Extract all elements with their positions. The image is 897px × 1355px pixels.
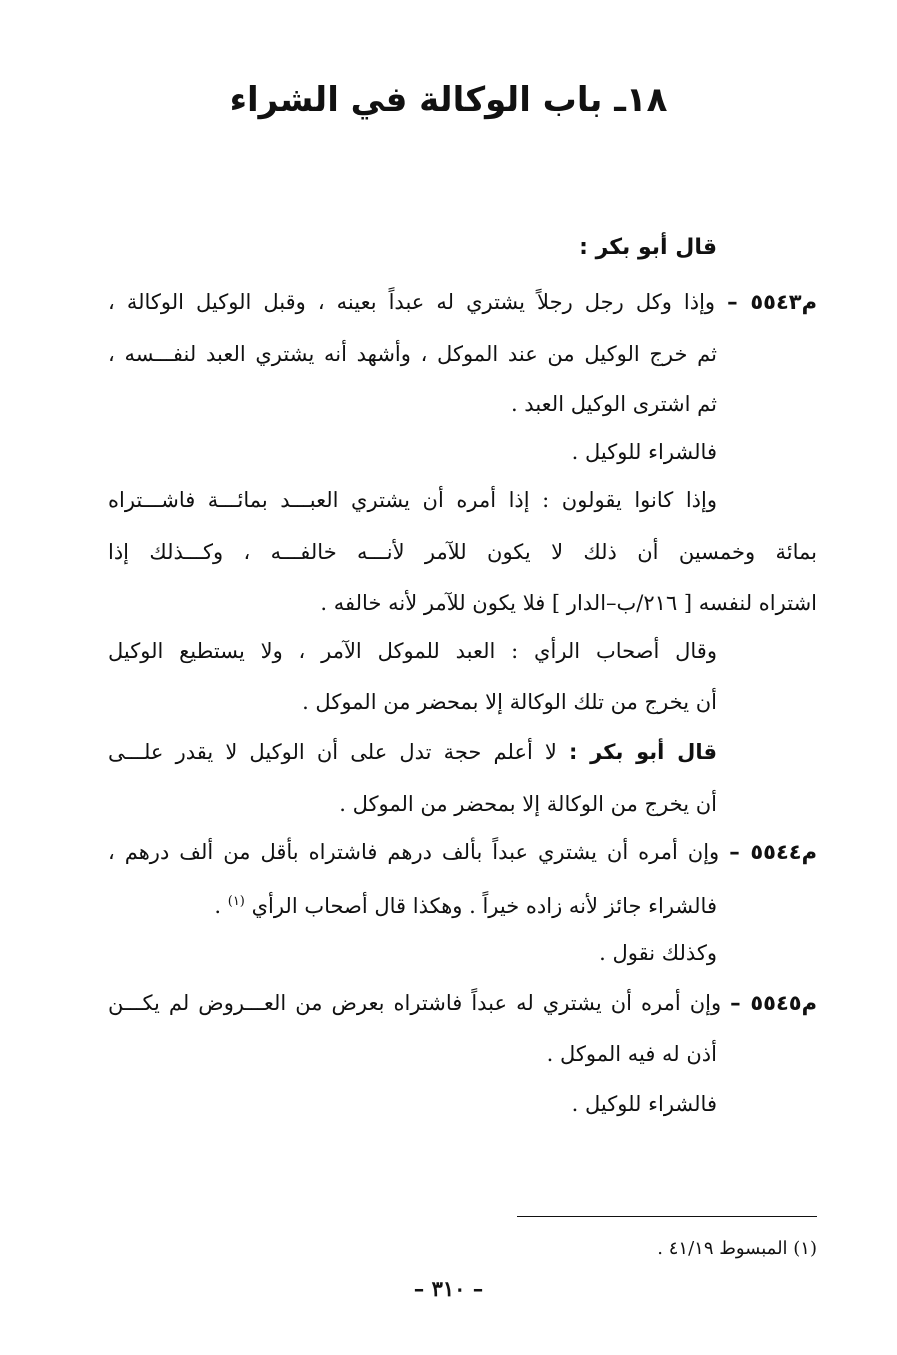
ruling-line: فالشراء للوكيل .	[571, 440, 717, 464]
paragraph-5544-line-2	[108, 887, 717, 921]
paragraph-5544-line-1	[108, 837, 817, 867]
paragraph-line-9: وقال أصحاب الرأي : العبد للموكل الآمر ، ولا يستطيع الوكيل	[108, 639, 717, 663]
paragraph-5543-line-1	[108, 287, 817, 317]
paragraph-5545-line-1	[108, 988, 817, 1018]
line-text: وإن أمره أن يشتري له عبداً فاشتراه بعرض من العـــروض لم يكـــن	[108, 991, 722, 1015]
line-text: وإن أمره أن يشتري عبداً بألف درهم فاشتراه بأقل من ألف درهم ،	[108, 840, 720, 864]
paragraph-line-7: بمائة وخمسين أن ذلك لا يكون للآمر لأنـــه خالفـــه ، وكـــذلك إذا	[108, 540, 817, 564]
speaker-label: قال أبو بكر :	[569, 740, 717, 764]
paragraph-line-12: أن يخرج من الوكالة إلا بمحضر من الموكل .	[339, 792, 717, 816]
paragraph-line-10: أن يخرج من تلك الوكالة إلا بمحضر من الموكل .	[302, 690, 717, 714]
page-number: – ٣١٠ –	[413, 1276, 484, 1301]
paragraph-5543-line-3: ثم اشترى الوكيل العبد .	[510, 392, 717, 416]
issue-number: م٥٥٤٣ –	[727, 290, 817, 314]
paragraph-line-8: اشتراه لنفسه [ ٢١٦/ب–الدار ] فلا يكون للآمر لأنه خالفه .	[320, 591, 817, 615]
paragraph-5543-line-2: ثم خرج الوكيل من عند الموكل ، وأشهد أنه يشتري العبد لنفـــسه ،	[108, 342, 717, 366]
issue-number: م٥٥٤٤ –	[729, 840, 817, 864]
footnote-marker: (١)	[227, 894, 245, 909]
paragraph-line-11	[108, 737, 717, 767]
paragraph-line-6: وإذا كانوا يقولون : إذا أمره أن يشتري العبـــد بمائـــة فاشـــتراه	[108, 488, 717, 512]
footnote: (١) المبسوط ٤١/١٩ .	[657, 1238, 817, 1259]
line-text: فالشراء جائز لأنه زاده خيراً . وهكذا قال أصحاب الرأي	[251, 894, 717, 918]
paragraph-5545-line-3: فالشراء للوكيل .	[571, 1092, 717, 1116]
issue-number: م٥٥٤٥ –	[730, 991, 817, 1015]
speaker-heading: قال أبو بكر :	[579, 235, 717, 260]
paragraph-5544-line-3: وكذلك نقول .	[599, 941, 717, 965]
paragraph-5545-line-2: أذن له فيه الموكل .	[546, 1042, 717, 1066]
footnote-divider	[517, 1216, 817, 1217]
line-end: .	[214, 894, 228, 918]
line-text: لا أعلم حجة تدل على أن الوكيل لا يقدر علـــى	[108, 740, 557, 764]
chapter-title: ١٨ـ باب الوكالة في الشراء	[229, 80, 668, 120]
line-text: وإذا وكل رجل رجلاً يشتري له عبداً بعينه ، وقبل الوكيل الوكالة ،	[108, 290, 716, 314]
